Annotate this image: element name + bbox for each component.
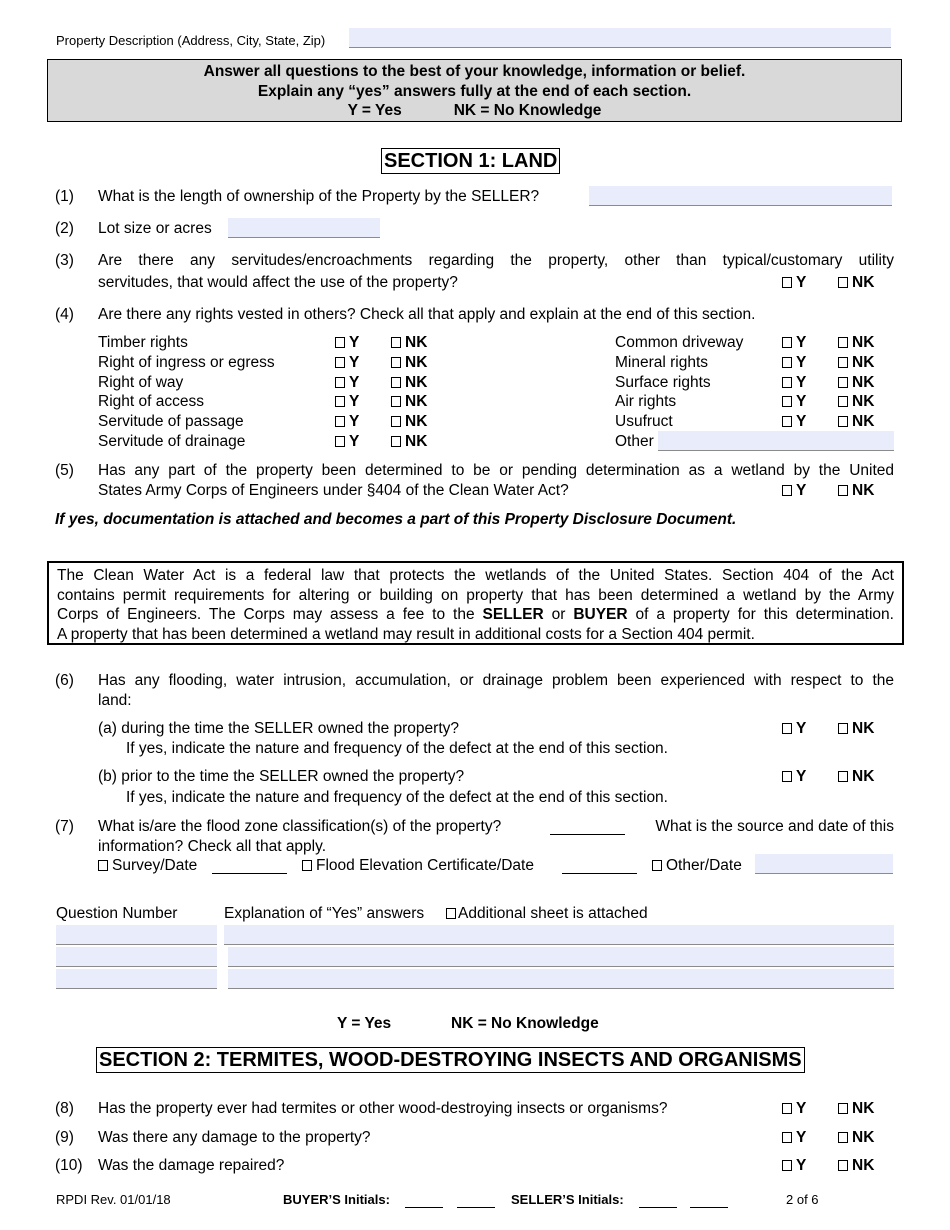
q10-number: (10) <box>55 1157 83 1174</box>
checkbox-icon <box>335 357 345 368</box>
checkbox-icon <box>335 396 345 407</box>
buyer-initials-label: BUYER’S Initials: <box>283 1192 390 1207</box>
q5-number: (5) <box>55 462 74 479</box>
driveway-yes-checkbox[interactable]: Y <box>782 334 806 352</box>
q5-yes-checkbox[interactable]: Y <box>782 482 806 500</box>
q3-line-1: Are there any servitudes/encroachments regarding the property, other than typical/customary utility <box>98 252 894 269</box>
air-yes-checkbox[interactable]: Y <box>782 393 806 411</box>
q2-text: Lot size or acres <box>98 220 212 237</box>
checkbox-icon <box>838 485 848 496</box>
q3-line-2: servitudes, that would affect the use of the property? <box>98 274 458 291</box>
q9-yes-checkbox[interactable]: Y <box>782 1129 806 1147</box>
right-ingress-egress: Right of ingress or egress <box>98 354 275 371</box>
checkbox-icon <box>335 416 345 427</box>
checkbox-icon <box>782 1160 792 1171</box>
additional-sheet-checkbox[interactable]: Additional sheet is attached <box>446 905 648 923</box>
right-surface: Surface rights <box>615 374 711 391</box>
property-description-label: Property Description (Address, City, State, Zip) <box>56 33 326 48</box>
cwa-seller: SELLER <box>482 606 544 623</box>
q9-text: Was there any damage to the property? <box>98 1129 371 1146</box>
q2-number: (2) <box>55 220 74 237</box>
q10-text: Was the damage repaired? <box>98 1157 285 1174</box>
q7-fec-option[interactable]: Flood Elevation Certificate/Date <box>302 857 534 875</box>
q6a-text: (a) during the time the SELLER owned the property? <box>98 720 460 737</box>
page-number: 2 of 6 <box>786 1192 819 1207</box>
right-other-field[interactable] <box>658 431 894 451</box>
seller-initials-blank-2[interactable] <box>690 1193 728 1208</box>
q7-fec-date-blank[interactable] <box>562 859 637 874</box>
q4-text: Are there any rights vested in others? Check all that apply and explain at the end of this section. <box>98 306 756 323</box>
q7-text-b: What is the source and date of this <box>655 818 894 835</box>
legend-yes: Y = Yes <box>347 102 402 119</box>
buyer-initials-blank-1[interactable] <box>405 1193 443 1208</box>
checkbox-icon <box>838 771 848 782</box>
cwa-line-2: contains permit requirements for altering or building on property that has been determined a wetland by the Army <box>57 586 894 604</box>
q6b-note: If yes, indicate the nature and frequency of the defect at the end of this section. <box>126 789 668 806</box>
q8-yes-checkbox[interactable]: Y <box>782 1100 806 1118</box>
air-nk-checkbox[interactable]: NK <box>838 393 874 411</box>
access-yes-checkbox[interactable]: Y <box>335 393 359 411</box>
q8-number: (8) <box>55 1100 74 1117</box>
mineral-nk-checkbox[interactable]: NK <box>838 354 874 372</box>
checkbox-icon <box>391 337 401 348</box>
cwa-buyer: BUYER <box>573 606 628 623</box>
right-of-access: Right of access <box>98 393 204 410</box>
q2-lot-size-field[interactable] <box>228 218 380 238</box>
q6-number: (6) <box>55 672 74 689</box>
checkbox-icon <box>838 377 848 388</box>
checkbox-icon <box>652 860 662 871</box>
checkbox-icon <box>391 377 401 388</box>
legend <box>48 101 901 121</box>
q9-nk-checkbox[interactable]: NK <box>838 1129 874 1147</box>
q1-ownership-length-field[interactable] <box>589 186 892 206</box>
q8-nk-checkbox[interactable]: NK <box>838 1100 874 1118</box>
q4-number: (4) <box>55 306 74 323</box>
checkbox-icon <box>782 1132 792 1143</box>
checkbox-icon <box>335 377 345 388</box>
way-nk-checkbox[interactable]: NK <box>391 374 427 392</box>
checkbox-icon <box>838 277 848 288</box>
drainage-nk-checkbox[interactable]: NK <box>391 433 427 451</box>
checkbox-icon <box>391 416 401 427</box>
explanation-field-3[interactable] <box>228 969 894 989</box>
q7-line-2: information? Check all that apply. <box>98 838 327 855</box>
q10-yes-checkbox[interactable]: Y <box>782 1157 806 1175</box>
q7-text-a: What is/are the flood zone classification(s) of the property? <box>98 818 502 835</box>
right-of-way: Right of way <box>98 374 184 391</box>
seller-initials-blank-1[interactable] <box>639 1193 677 1208</box>
question-number-field-2[interactable] <box>56 947 217 967</box>
checkbox-icon <box>782 337 792 348</box>
q6-line-2: land: <box>98 692 132 709</box>
passage-nk-checkbox[interactable]: NK <box>391 413 427 431</box>
usufruct-nk-checkbox[interactable]: NK <box>838 413 874 431</box>
q6a-yes-checkbox[interactable]: Y <box>782 720 806 738</box>
mineral-yes-checkbox[interactable]: Y <box>782 354 806 372</box>
right-mineral: Mineral rights <box>615 354 709 371</box>
right-common-driveway: Common driveway <box>615 334 744 351</box>
checkbox-icon <box>838 1103 848 1114</box>
checkbox-icon <box>782 771 792 782</box>
way-yes-checkbox[interactable]: Y <box>335 374 359 392</box>
checkbox-icon <box>838 723 848 734</box>
q7-other-date-field[interactable] <box>755 854 893 874</box>
explanation-field-1[interactable] <box>224 925 894 945</box>
right-air: Air rights <box>615 393 677 410</box>
checkbox-icon <box>391 396 401 407</box>
checkbox-icon <box>782 377 792 388</box>
checkbox-icon <box>782 416 792 427</box>
q3-number: (3) <box>55 252 74 269</box>
checkbox-icon <box>838 1160 848 1171</box>
checkbox-icon <box>782 1103 792 1114</box>
q9-number: (9) <box>55 1129 74 1146</box>
q5-line-2: States Army Corps of Engineers under §404 of the Clean Water Act? <box>98 482 569 499</box>
q6a-nk-checkbox[interactable]: NK <box>838 720 874 738</box>
driveway-nk-checkbox[interactable]: NK <box>838 334 874 352</box>
right-usufruct: Usufruct <box>615 413 673 430</box>
q1-text: What is the length of ownership of the Property by the SELLER? <box>98 188 540 205</box>
section-2-title: SECTION 2: TERMITES, WOOD-DESTROYING INSECTS AND ORGANISMS <box>96 1047 805 1073</box>
instructions-line-2: Explain any “yes” answers fully at the end of each section. <box>257 82 692 100</box>
cwa-line-3: Corps of Engineers. The Corps may assess a fee to the SELLER or BUYER of a property for this determination. <box>57 606 894 623</box>
instructions-box <box>47 59 902 122</box>
checkbox-icon <box>838 1132 848 1143</box>
checkbox-icon <box>335 337 345 348</box>
right-other-label: Other <box>615 433 654 450</box>
q6b-yes-checkbox[interactable]: Y <box>782 768 806 786</box>
cwa-line-1: The Clean Water Act is a federal law that protects the wetlands of the United States. Section 404 of the Act <box>57 567 894 584</box>
checkbox-icon <box>782 723 792 734</box>
surface-yes-checkbox[interactable]: Y <box>782 374 806 392</box>
q10-nk-checkbox[interactable]: NK <box>838 1157 874 1175</box>
question-number-field-1[interactable] <box>56 925 217 945</box>
right-timber: Timber rights <box>98 334 188 351</box>
checkbox-icon <box>782 396 792 407</box>
explanation-label: Explanation of “Yes” answers <box>224 905 425 922</box>
legend-yes-2: Y = Yes <box>337 1015 392 1032</box>
checkbox-icon <box>782 277 792 288</box>
q3-nk-checkbox[interactable]: NK <box>838 274 874 292</box>
access-nk-checkbox[interactable]: NK <box>391 393 427 411</box>
section-1-title: SECTION 1: LAND <box>381 148 560 174</box>
passage-yes-checkbox[interactable]: Y <box>335 413 359 431</box>
checkbox-icon <box>98 860 108 871</box>
q6b-text: (b) prior to the time the SELLER owned the property? <box>98 768 465 785</box>
servitude-of-drainage: Servitude of drainage <box>98 433 246 450</box>
seller-initials-label: SELLER’S Initials: <box>511 1192 624 1207</box>
checkbox-icon <box>391 357 401 368</box>
usufruct-yes-checkbox[interactable]: Y <box>782 413 806 431</box>
q5-line-1: Has any part of the property been determined to be or pending determination as a wetland by the United <box>98 462 894 479</box>
checkbox-icon <box>446 908 456 919</box>
form-revision: RPDI Rev. 01/01/18 <box>56 1192 171 1207</box>
checkbox-icon <box>838 337 848 348</box>
question-number-label: Question Number <box>56 905 178 922</box>
checkbox-icon <box>302 860 312 871</box>
cwa-line-4: A property that has been determined a wetland may result in additional costs for a Section 404 permit. <box>57 625 755 643</box>
checkbox-icon <box>335 436 345 447</box>
clean-water-act-box <box>47 561 904 645</box>
q7-other-option[interactable]: Other/Date <box>652 857 742 875</box>
q7-number: (7) <box>55 818 74 835</box>
ingress-nk-checkbox[interactable]: NK <box>391 354 427 372</box>
documentation-note: If yes, documentation is attached and becomes a part of this Property Disclosure Document. <box>55 511 737 528</box>
checkbox-icon <box>782 485 792 496</box>
checkbox-icon <box>782 357 792 368</box>
legend-nk-2: NK = No Knowledge <box>451 1015 599 1032</box>
legend-nk: NK = No Knowledge <box>453 102 602 119</box>
question-number-field-3[interactable] <box>56 969 217 989</box>
q7-survey-date-blank[interactable] <box>212 859 287 874</box>
q6a-note: If yes, indicate the nature and frequency of the defect at the end of this section. <box>126 740 668 757</box>
property-description-field[interactable] <box>349 28 891 48</box>
q8-text: Has the property ever had termites or other wood-destroying insects or organisms? <box>98 1100 668 1117</box>
q6b-nk-checkbox[interactable]: NK <box>838 768 874 786</box>
checkbox-icon <box>838 396 848 407</box>
timber-yes-checkbox[interactable]: Y <box>335 334 359 352</box>
buyer-initials-blank-2[interactable] <box>457 1193 495 1208</box>
q5-nk-checkbox[interactable]: NK <box>838 482 874 500</box>
explanation-field-2[interactable] <box>228 947 894 967</box>
checkbox-icon <box>391 436 401 447</box>
servitude-of-passage: Servitude of passage <box>98 413 244 430</box>
q6-line-1: Has any flooding, water intrusion, accumulation, or drainage problem been experienced with respect to the <box>98 672 894 689</box>
q3-yes-checkbox[interactable]: Y <box>782 274 806 292</box>
instructions-line-1: Answer all questions to the best of your knowledge, information or belief. <box>203 63 746 80</box>
drainage-yes-checkbox[interactable]: Y <box>335 433 359 451</box>
q7-survey-option[interactable]: Survey/Date <box>98 857 197 875</box>
ingress-yes-checkbox[interactable]: Y <box>335 354 359 372</box>
q7-flood-zone-blank[interactable] <box>550 820 625 835</box>
checkbox-icon <box>838 416 848 427</box>
surface-nk-checkbox[interactable]: NK <box>838 374 874 392</box>
q1-number: (1) <box>55 188 74 205</box>
timber-nk-checkbox[interactable]: NK <box>391 334 427 352</box>
checkbox-icon <box>838 357 848 368</box>
